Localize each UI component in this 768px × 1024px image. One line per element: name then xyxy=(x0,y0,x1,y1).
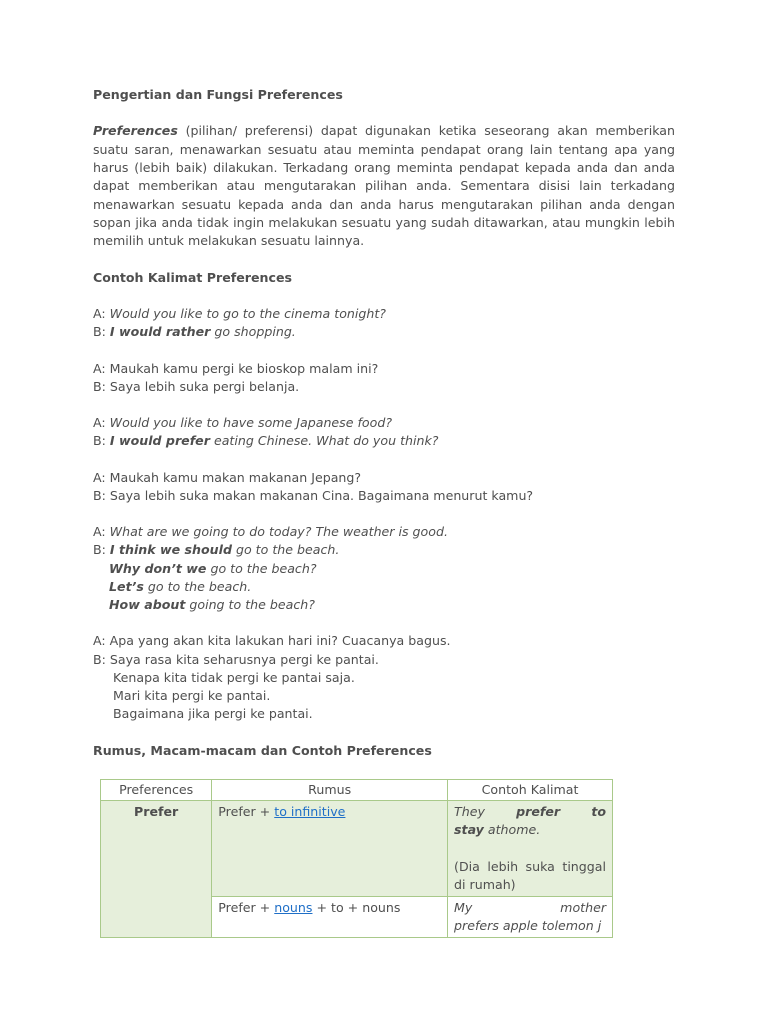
cell-rumus-1: Prefer + to infinitive xyxy=(212,801,448,897)
ex3-line-b: B: I think we should go to the beach. xyxy=(93,542,340,558)
heading-rumus: Rumus, Macam-macam dan Contoh Preferences xyxy=(93,742,432,758)
ex2-line-b: B: I would prefer eating Chinese. What do you think? xyxy=(93,433,439,449)
ex2-line-a: A: Would you like to have some Japanese food? xyxy=(93,415,393,431)
document-content xyxy=(93,86,675,760)
example-1-line-1: They prefer to xyxy=(454,804,606,819)
ex2-translation-b: B: Saya lebih suka makan makanan Cina. Bagaimana menurut kamu? xyxy=(93,487,534,503)
header-rumus: Rumus xyxy=(212,780,448,801)
heading-pengertian: Pengertian dan Fungsi Preferences xyxy=(93,87,343,102)
header-preferences: Preferences xyxy=(101,780,212,801)
ex3-line-3: Let’s go to the beach. xyxy=(109,578,252,594)
table-row xyxy=(101,801,613,897)
header-contoh: Contoh Kalimat xyxy=(448,780,613,801)
example-2-line-2: prefers apple tolemon j xyxy=(454,918,602,934)
ex3-line-2: Why don’t we go to the beach? xyxy=(109,560,317,576)
link-nouns[interactable]: nouns xyxy=(274,900,313,915)
cell-rumus-2: Prefer + nouns + to + nouns xyxy=(212,897,448,938)
cell-contoh-1 xyxy=(448,801,613,897)
preferences-table xyxy=(100,779,613,938)
ex1-line-b: B: I would rather go shopping. xyxy=(93,324,296,340)
ex3-translation-2: Kenapa kita tidak pergi ke pantai saja. xyxy=(113,669,355,685)
intro-term: Preferences xyxy=(93,123,178,139)
intro-text: (pilihan/ preferensi) dapat digunakan ketika seseorang akan memberikan suatu saran, menawarkan sesuatu atau meminta pendapat orang lain tentang apa yang harus (lebih baik) dilakukan. Terkadang orang meminta pendapat kepada anda dan anda dapat memberikan atau mengutarakan pilihan anda. Sementara disisi lain terkadang menawarkan sesuatu kepada anda dan anda harus mengutarakan pilihan anda dengan sopan jika anda tidak ingin melakukan sesuatu yang sudah ditawarkan, atau mungkin lebih memilih untuk melakukan sesuatu lainnya. xyxy=(93,123,675,249)
example-1-translation: (Dia lebih suka tinggal di rumah) xyxy=(454,858,606,892)
ex3-line-a: A: What are we going to do today? The weather is good. xyxy=(93,524,448,540)
cell-prefer: Prefer xyxy=(101,801,212,938)
table-header-row xyxy=(101,780,613,801)
ex1-translation-a: A: Maukah kamu pergi ke bioskop malam ini? xyxy=(93,360,379,376)
cell-contoh-2 xyxy=(448,897,613,938)
ex3-translation-3: Mari kita pergi ke pantai. xyxy=(113,687,271,703)
ex2-translation-a: A: Maukah kamu makan makanan Jepang? xyxy=(93,469,362,485)
ex1-translation-b: B: Saya lebih suka pergi belanja. xyxy=(93,378,300,394)
link-to-infinitive[interactable]: to infinitive xyxy=(274,804,346,819)
intro-paragraph xyxy=(93,122,675,250)
heading-contoh: Contoh Kalimat Preferences xyxy=(93,269,293,285)
example-2-line-1: My mother xyxy=(454,900,606,915)
example-1-line-2: stay athome. xyxy=(454,822,541,838)
ex3-translation-b: B: Saya rasa kita seharusnya pergi ke pantai. xyxy=(93,651,379,667)
ex3-line-4: How about going to the beach? xyxy=(109,597,315,613)
ex3-translation-a: A: Apa yang akan kita lakukan hari ini? Cuacanya bagus. xyxy=(93,633,451,649)
ex1-line-a: A: Would you like to go to the cinema tonight? xyxy=(93,306,386,322)
ex3-translation-4: Bagaimana jika pergi ke pantai. xyxy=(113,706,313,722)
